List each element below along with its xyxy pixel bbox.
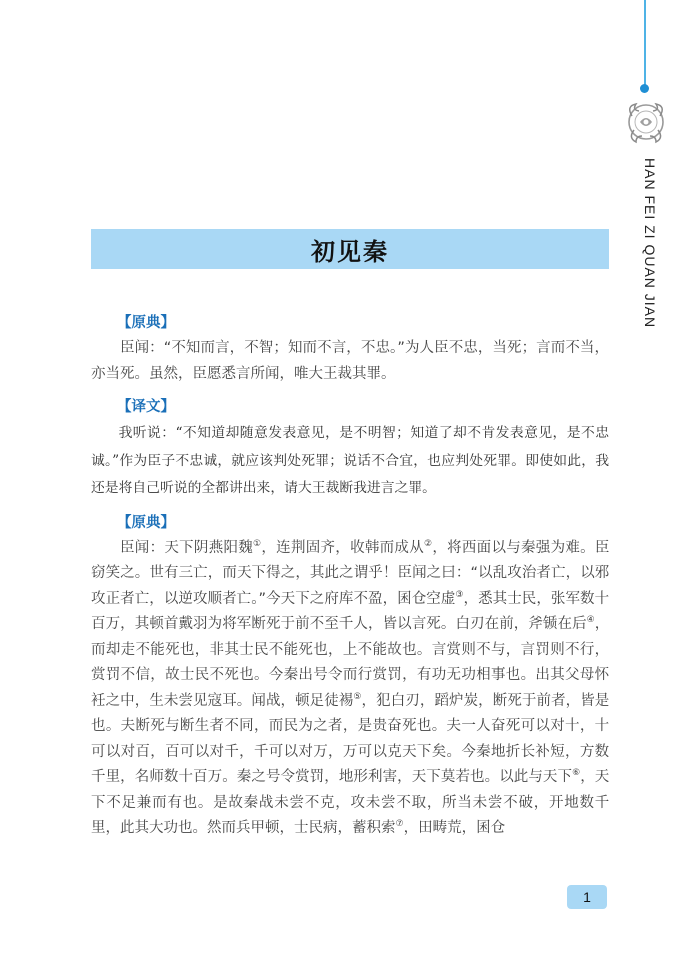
side-dot [640,84,649,93]
chapter-title: 初见秦 [311,236,389,266]
content-body [91,311,609,850]
section-label-original: 【原典】 [117,314,175,331]
footnote-marker: ② [423,538,433,549]
footnote-marker: ⑤ [353,691,362,702]
section-label-original: 【原典】 [117,513,175,531]
footnote-marker: ⑦ [395,819,404,830]
translation-paragraph: 我听说：“不知道却随意发表意见，是不明智；知道了却不肯发表意见，是不忠诚。”作为臣子不忠诚，就应该判处死罪；说话不合宜，也应判处死罪。即使如此，我还是将自己听说的全都讲出来，请大王裁断我进言之罪。 [91,425,609,496]
footnote-marker: ⑥ [572,768,581,779]
footnote-marker: ③ [455,589,464,600]
side-rule [644,0,646,88]
dragon-emblem-icon [620,96,672,148]
original-text-paragraph: 臣闻：天下阴燕阳魏①，连荆固齐，收韩而成从②，将西面以与秦强为难。臣窃笑之。世有三亡，而天下得之，其此之谓乎！臣闻之曰：“以乱攻治者亡，以邪攻正者亡，以逆攻顺者亡。”今天下之府库不盈，囷仓空虚③，悉其士民，张军数十百万，其顿首戴羽为将军断死于前不至千人，皆以言死。白刃在前，斧锧在后④，而却走不能死也，非其士民不能死也，上不能故也。言赏则不与，言罚则不行，赏罚不信，故士民不死也。今秦出号令而行赏罚，有功无功相事也。出其父母怀衽之中，生未尝见寇耳。闻战，顿足徒裼⑤，犯白刃，蹈炉炭，断死于前者，皆是也。夫断死与断生者不同，而民为之者，是贵奋死也。夫一人奋死可以对十，十可以对百，百可以对千，千可以对万，万可以克天下矣。今秦地折长补短，方数千里，名师数十百万。秦之号令赏罚，地形利害，天下莫若也。以此与天下⑥，天下不足兼而有也。是故秦战未尝不克，攻未尝不取，所当未尝不破，开地数千里，此其大功也。然而兵甲顿，士民病，蓄积索⑦，田畴荒，囷仓 [91,538,610,836]
footnote-marker: ① [253,538,262,549]
footnote-marker: ④ [586,615,595,626]
chapter-banner [91,229,609,269]
original-text-paragraph: 臣闻：“不知而言，不智；知而不言，不忠。”为人臣不忠，当死；言而不当，亦当死。虽然，臣愿悉言所闻，唯大王裁其罪。 [91,340,609,382]
page-number: 1 [567,885,607,909]
series-title: HAN FEI ZI QUAN JIAN [642,158,658,329]
section-label-translation: 【译文】 [117,398,175,415]
